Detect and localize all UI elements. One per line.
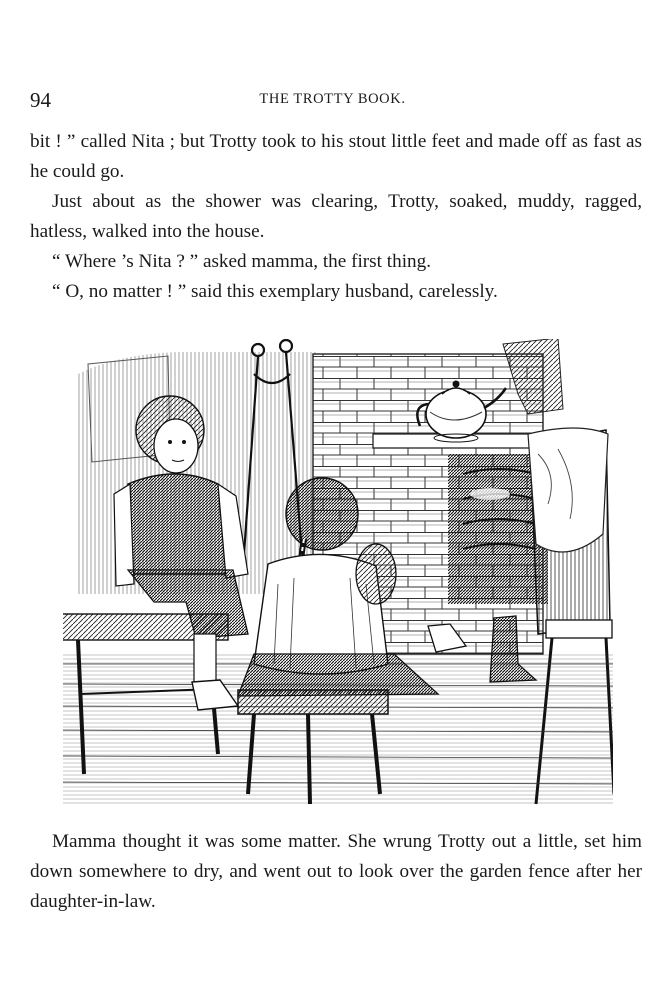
paragraph-3: “ Where ’s Nita ? ” asked mamma, the first thing. — [52, 251, 432, 272]
paragraph-4: “ O, no matter ! ” said this exemplary husband, carelessly. — [52, 281, 498, 302]
illustration-drawing — [58, 334, 618, 812]
paragraph-5: Mamma thought it was some matter. She wrung Trotty out a little, set him down somewhere to dry, and went out to look over the garden fence after her daughter-in-law. — [30, 831, 642, 912]
top-text-block — [30, 127, 642, 307]
paragraph-1: bit ! ” called Nita ; but Trotty took to his stout little feet and made off as fast as he could go. — [30, 131, 642, 182]
running-title: THE TROTTY BOOK. — [259, 91, 406, 107]
running-head — [30, 88, 635, 112]
paragraph-2: Just about as the shower was clearing, Trotty, soaked, muddy, ragged, hatless, walked into the house. — [30, 191, 642, 242]
engraving-illustration — [58, 334, 618, 812]
bottom-text-block — [30, 827, 642, 917]
page-number: 94 — [30, 88, 51, 112]
